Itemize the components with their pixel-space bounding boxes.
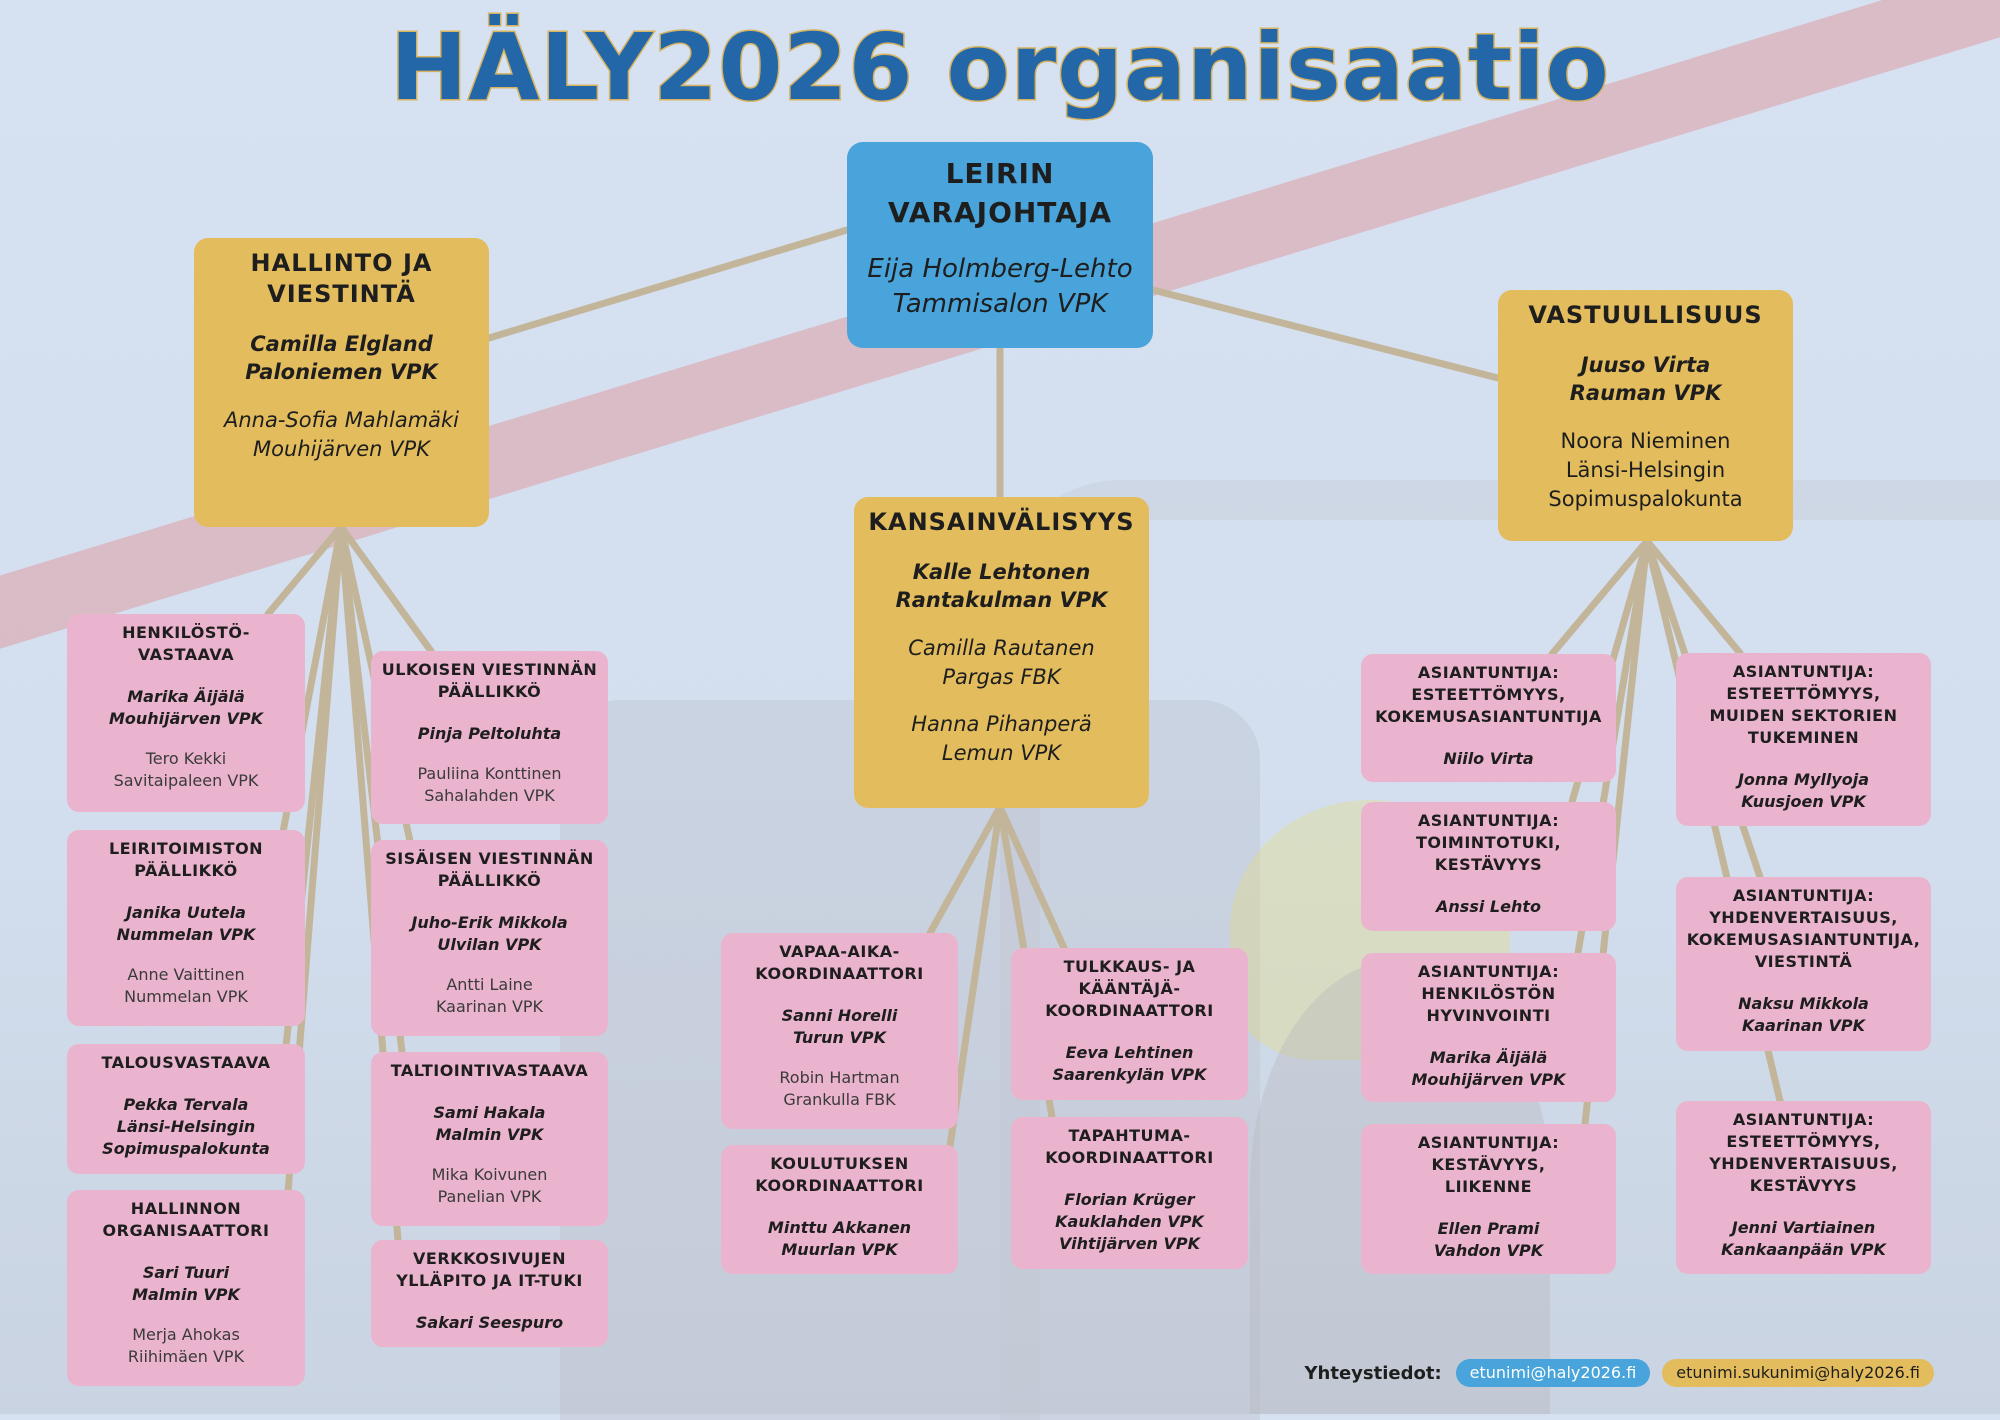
leirin-varajohtaja-person: Eija Holmberg-Lehto Tammisalon VPK bbox=[867, 254, 1133, 319]
role-lead: Naksu Mikkola Kaarinan VPK bbox=[1738, 994, 1869, 1035]
connector-top-hallinto bbox=[489, 230, 847, 338]
role-title: SISÄISEN VIESTINNÄN PÄÄLLIKKÖ bbox=[385, 849, 594, 890]
section-deputy: Noora Nieminen Länsi-Helsingin Sopimuspalokunta bbox=[1548, 429, 1743, 511]
role-deputy: Merja Ahokas Riihimäen VPK bbox=[127, 1325, 245, 1366]
role-title: TALTIOINTIVASTAAVA bbox=[390, 1061, 589, 1080]
section-deputy: Camilla Rautanen Pargas FBK bbox=[908, 636, 1095, 689]
role-verkkosivujen-yllapito bbox=[371, 1240, 608, 1347]
role-title: ULKOISEN VIESTINNÄN PÄÄLLIKKÖ bbox=[381, 660, 598, 701]
role-leiritoimiston-paallikko bbox=[67, 830, 305, 1026]
role-asiantuntija-henkiloston-hyvinvointi bbox=[1361, 953, 1616, 1102]
hallinto-ja-viestinta-box bbox=[194, 238, 489, 527]
role-lead: Pekka Tervala Länsi-Helsingin Sopimuspalokunta bbox=[102, 1095, 270, 1158]
role-asiantuntija-esteettomyys-yhdenvertaisuus bbox=[1676, 1101, 1931, 1274]
role-lead: Pinja Peltoluhta bbox=[417, 724, 562, 743]
role-title: VERKKOSIVUJEN YLLÄPITO JA IT-TUKI bbox=[396, 1249, 583, 1290]
leirin-varajohtaja-title: LEIRIN VARAJOHTAJA bbox=[887, 157, 1112, 229]
role-title: ASIANTUNTIJA: ESTEETTÖMYYS, MUIDEN SEKTORIEN TUKEMINEN bbox=[1709, 662, 1898, 747]
section-title: KANSAINVÄLISYYS bbox=[868, 508, 1135, 536]
section-lead: Kalle Lehtonen Rantakulman VPK bbox=[895, 560, 1108, 612]
role-title: ASIANTUNTIJA: YHDENVERTAISUUS, KOKEMUSASIANTUNTIJA, VIESTINTÄ bbox=[1686, 886, 1921, 971]
role-lead: Juho-Erik Mikkola Ulvilan VPK bbox=[411, 913, 568, 954]
role-lead: Florian Krüger Kauklahden VPK Vihtijärven VPK bbox=[1055, 1190, 1204, 1253]
role-lead: Janika Uutela Nummelan VPK bbox=[116, 903, 256, 944]
section-lead: Camilla Elgland Paloniemen VPK bbox=[245, 332, 438, 384]
email-format-first-name[interactable]: etunimi@haly2026.fi bbox=[1456, 1359, 1651, 1387]
role-title: TULKKAUS- JA KÄÄNTÄJÄ- KOORDINAATTORI bbox=[1045, 957, 1214, 1020]
vastuullisuus-box bbox=[1498, 290, 1793, 541]
contact-info bbox=[1305, 1359, 1935, 1387]
role-asiantuntija-liikenne bbox=[1361, 1124, 1616, 1274]
role-asiantuntija-esteettomyys-kokemus bbox=[1361, 654, 1616, 782]
role-asiantuntija-sektorit bbox=[1676, 653, 1931, 826]
role-lead: Sakari Seespuro bbox=[415, 1313, 564, 1332]
role-title: HENKILÖSTÖ- VASTAAVA bbox=[122, 623, 250, 664]
role-title: ASIANTUNTIJA: KESTÄVYYS, LIIKENNE bbox=[1417, 1133, 1560, 1196]
role-title: ASIANTUNTIJA: HENKILÖSTÖN HYVINVOINTI bbox=[1417, 962, 1560, 1025]
section-lead: Juuso Virta Rauman VPK bbox=[1569, 353, 1722, 405]
role-hallinnon-organisaattori bbox=[67, 1190, 305, 1386]
connector-top-vastuullisuus bbox=[1153, 290, 1498, 378]
section-title: VASTUULLISUUS bbox=[1528, 301, 1763, 329]
leirin-varajohtaja-box bbox=[847, 142, 1153, 348]
role-deputy: Anne Vaittinen Nummelan VPK bbox=[124, 965, 248, 1006]
role-tapahtumakoordinaattori bbox=[1011, 1117, 1248, 1269]
role-deputy: Antti Laine Kaarinan VPK bbox=[435, 975, 544, 1016]
role-lead: Ellen Prami Vahdon VPK bbox=[1433, 1219, 1544, 1260]
role-deputy: Tero Kekki Savitaipaleen VPK bbox=[113, 749, 259, 790]
role-title: ASIANTUNTIJA: TOIMINTOTUKI, KESTÄVYYS bbox=[1415, 811, 1562, 874]
role-asiantuntija-toimintotuki bbox=[1361, 802, 1616, 931]
role-lead: Sari Tuuri Malmin VPK bbox=[132, 1263, 240, 1304]
role-taltiointivastaava bbox=[371, 1052, 608, 1226]
page-title: HÄLY2026 organisaatio bbox=[390, 14, 1610, 121]
section-deputy: Hanna Pihanperä Lemun VPK bbox=[911, 712, 1092, 765]
role-deputy: Pauliina Konttinen Sahalahden VPK bbox=[417, 764, 562, 805]
role-lead: Eeva Lehtinen Saarenkylän VPK bbox=[1052, 1043, 1207, 1084]
role-lead: Marika Äijälä Mouhijärven VPK bbox=[1411, 1048, 1566, 1089]
role-lead: Minttu Akkanen Muurlan VPK bbox=[767, 1218, 912, 1259]
role-lead: Anssi Lehto bbox=[1436, 897, 1541, 916]
kansainvalisyys-box bbox=[854, 497, 1149, 808]
role-tulkkaus-koordinaattori bbox=[1011, 948, 1248, 1100]
role-title: ASIANTUNTIJA: ESTEETTÖMYYS, KOKEMUSASIANTUNTIJA bbox=[1375, 663, 1602, 726]
role-title: VAPAA-AIKA- KOORDINAATTORI bbox=[755, 942, 924, 983]
role-lead: Niilo Virta bbox=[1443, 749, 1534, 768]
section-title: HALLINTO JA VIESTINTÄ bbox=[250, 249, 433, 308]
role-lead: Sanni Horelli Turun VPK bbox=[781, 1006, 898, 1047]
role-lead: Jenni Vartiainen Kankaanpään VPK bbox=[1721, 1218, 1886, 1259]
role-title: LEIRITOIMISTON PÄÄLLIKKÖ bbox=[108, 839, 264, 880]
role-lead: Marika Äijälä Mouhijärven VPK bbox=[108, 687, 264, 728]
role-lead: Sami Hakala Malmin VPK bbox=[433, 1103, 546, 1144]
role-deputy: Mika Koivunen Panelian VPK bbox=[431, 1165, 548, 1206]
role-title: TALOUSVASTAAVA bbox=[101, 1053, 271, 1072]
role-asiantuntija-yhdenvertaisuus bbox=[1676, 877, 1931, 1051]
contact-label: Yhteystiedot: bbox=[1304, 1362, 1442, 1384]
role-title: ASIANTUNTIJA: ESTEETTÖMYYS, YHDENVERTAISUUS, KESTÄVYYS bbox=[1709, 1110, 1898, 1195]
section-deputy: Anna-Sofia Mahlamäki Mouhijärven VPK bbox=[223, 408, 460, 461]
role-ulkoisen-viestinnan-paallikko bbox=[371, 651, 608, 824]
role-sisaisen-viestinnan-paallikko bbox=[371, 840, 608, 1036]
role-title: HALLINNON ORGANISAATTORI bbox=[102, 1199, 270, 1240]
email-format-full-name[interactable]: etunimi.sukunimi@haly2026.fi bbox=[1662, 1359, 1934, 1387]
role-deputy: Robin Hartman Grankulla FBK bbox=[779, 1068, 900, 1109]
role-koulutuksen-koordinaattori bbox=[721, 1145, 958, 1274]
role-title: KOULUTUKSEN KOORDINAATTORI bbox=[755, 1154, 924, 1195]
role-henkilostovastaava bbox=[67, 614, 305, 812]
role-title: TAPAHTUMA- KOORDINAATTORI bbox=[1045, 1126, 1214, 1167]
role-lead: Jonna Myllyoja Kuusjoen VPK bbox=[1737, 770, 1870, 811]
role-talousvastaava bbox=[67, 1044, 305, 1174]
role-vapaa-aika-koordinaattori bbox=[721, 933, 958, 1129]
